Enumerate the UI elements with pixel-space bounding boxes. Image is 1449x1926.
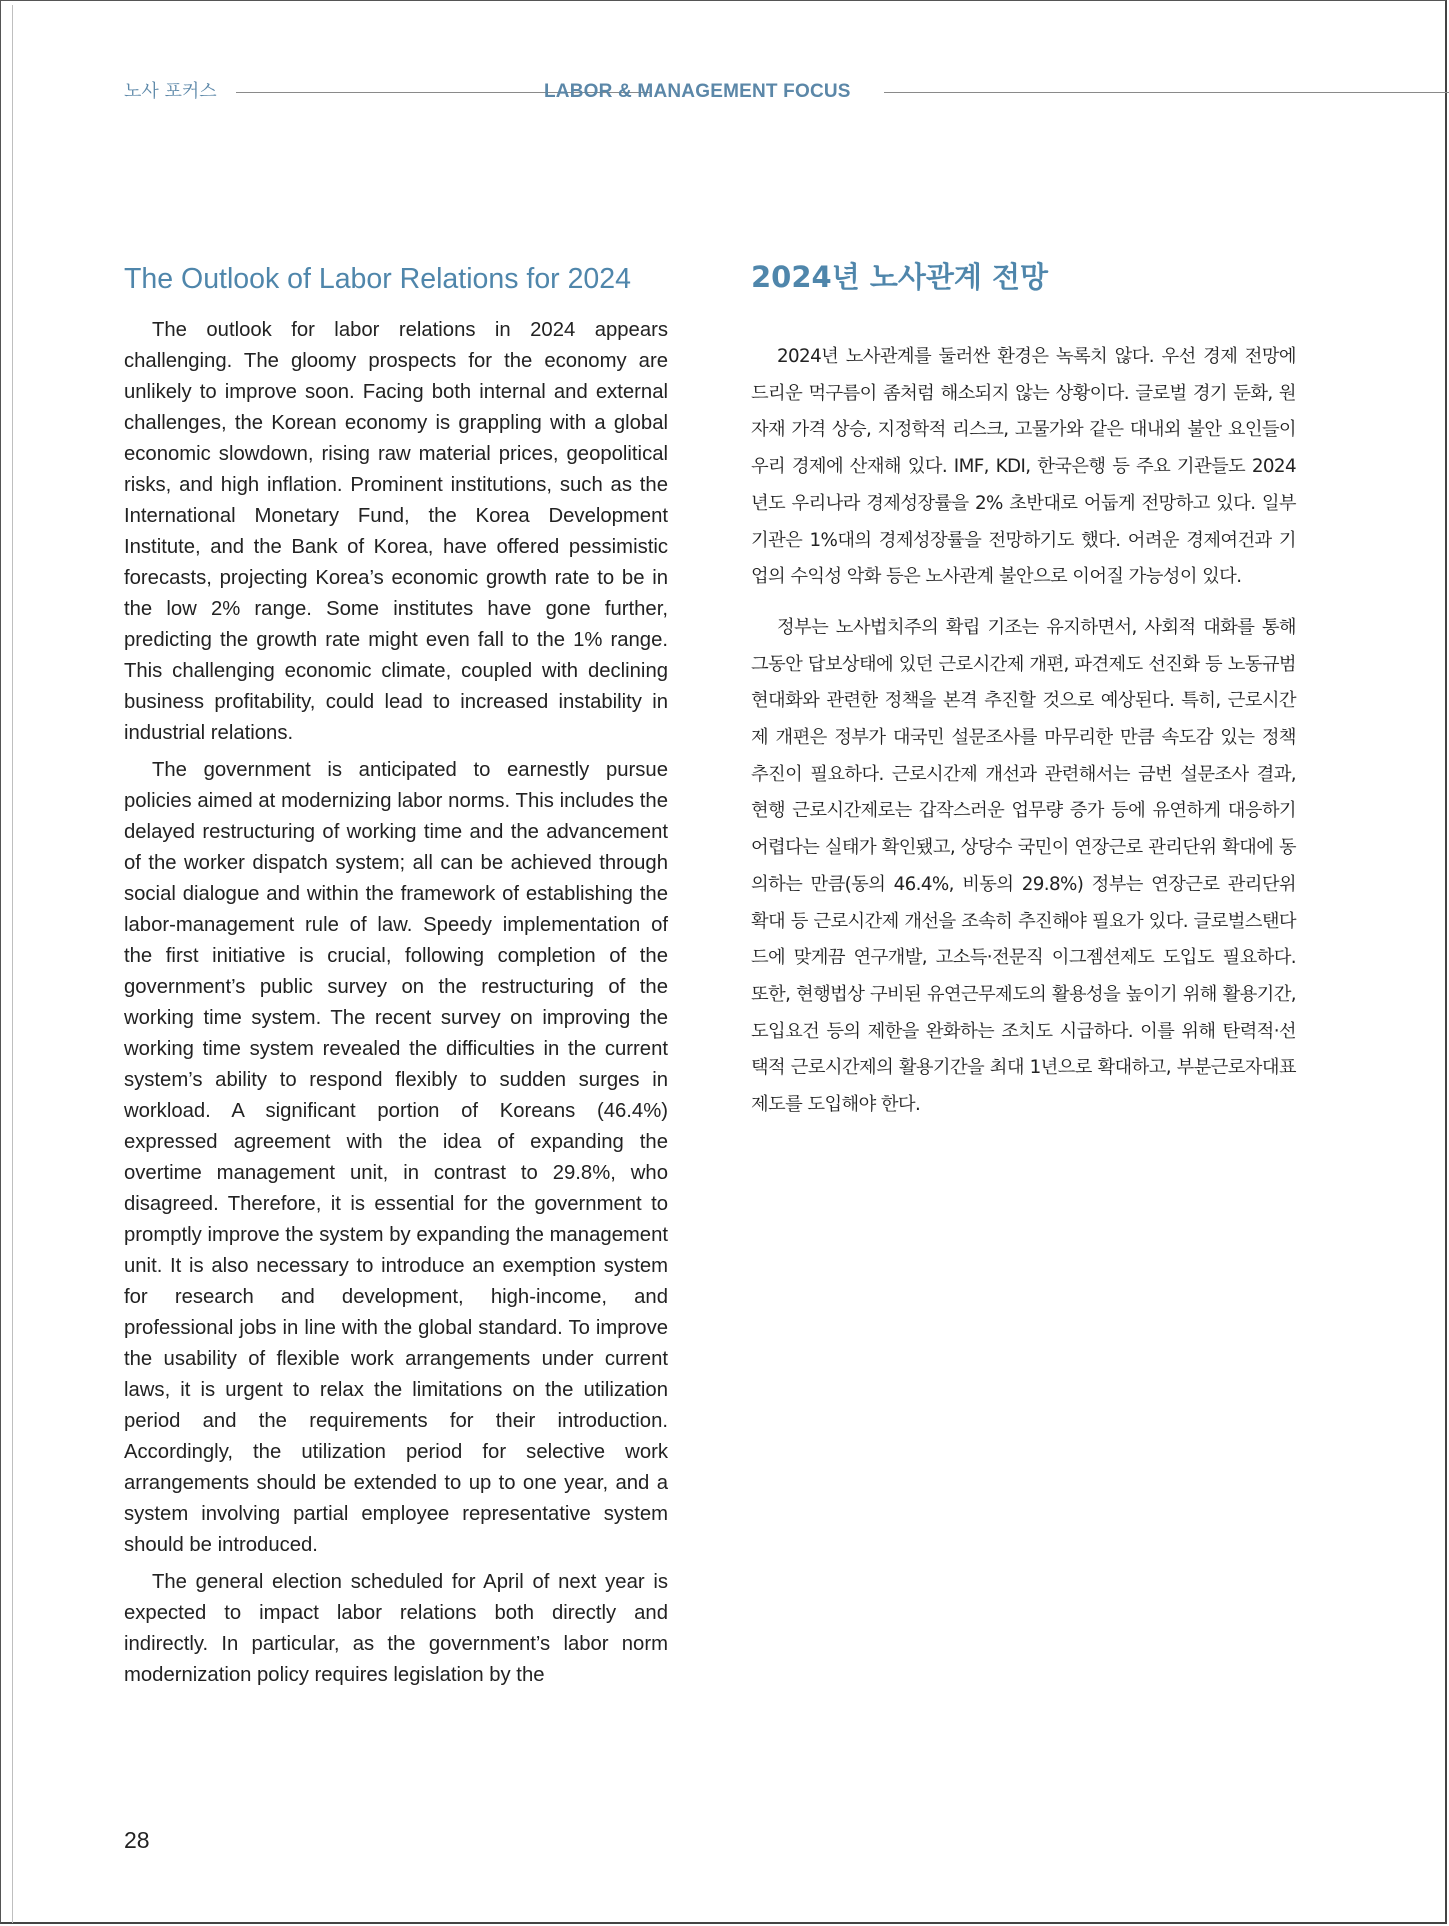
running-header-korean: 노사 포커스 [124, 81, 217, 102]
english-column [124, 259, 668, 1697]
header-rule-right [884, 92, 1449, 93]
running-header [124, 79, 1449, 107]
english-title: The Outlook of Labor Relations for 2024 [124, 263, 631, 295]
english-body [124, 315, 668, 1691]
korean-title: 2024년 노사관계 전망 [751, 260, 1049, 294]
korean-body [751, 339, 1296, 1124]
running-header-english: LABOR & MANAGEMENT FOCUS [544, 81, 851, 102]
english-paragraph-1: The outlook for labor relations in 2024 appears challenging. The gloomy prospects for the economy are unlikely to improve soon. Facing both internal and external challenges, the Korean economy is grappling with a global economic slowdown, rising raw material prices, geopolitical risks, and high inflation. Prominent institutions, such as the International Monetary Fund, the Korea Development Institute, and the Bank of Korea, have offered pessimistic forecasts, projecting Korea’s economic growth rate to be in the low 2% range. Some institutes have gone further, predicting the growth rate might even fall to the 1% range. This challenging economic climate, coupled with declining business profitability, could lead to increased instability in industrial relations. [124, 319, 668, 744]
page-edge-decoration [5, 5, 13, 1923]
english-paragraph-3: The general election scheduled for April of next year is expected to impact labor relations both directly and indirectly. In particular, as the government’s labor norm modernization policy requires legislation by the [124, 1571, 668, 1686]
korean-paragraph-1: 2024년 노사관계를 둘러싼 환경은 녹록치 않다. 우선 경제 전망에 드리운 먹구름이 좀처럼 해소되지 않는 상황이다. 글로벌 경기 둔화, 원자재 가격 상승, 지정학적 리스크, 고물가와 같은 대내외 불안 요인들이 우리 경제에 산재해 있다. IMF, KDI, 한국은행 등 주요 기관들도 2024년도 우리나라 경제성장률을 2% 초반대로 어둡게 전망하고 있다. 일부 기관은 1%대의 경제성장률을 전망하기도 했다. 어려운 경제여건과 기업의 수익성 악화 등은 노사관계 불안으로 이어질 가능성이 있다. [751, 346, 1296, 588]
korean-column [751, 255, 1296, 1138]
korean-paragraph-2: 정부는 노사법치주의 확립 기조는 유지하면서, 사회적 대화를 통해 그동안 답보상태에 있던 근로시간제 개편, 파견제도 선진화 등 노동규범 현대화와 관련한 정책을 본격 추진할 것으로 예상된다. 특히, 근로시간제 개편은 정부가 대국민 설문조사를 마무리한 만큼 속도감 있는 정책 추진이 필요하다. 근로시간제 개선과 관련해서는 금번 설문조사 결과, 현행 근로시간제로는 갑작스러운 업무량 증가 등에 유연하게 대응하기 어렵다는 실태가 확인됐고, 상당수 국민이 연장근로 관리단위 확대에 동의하는 만큼(동의 46.4%, 비동의 29.8%) 정부는 연장근로 관리단위 확대 등 근로시간제 개선을 조속히 추진해야 필요가 있다. 글로벌스탠다드에 맞게끔 연구개발, 고소득·전문직 이그젬션제도 도입도 필요하다. 또한, 현행법상 구비된 유연근무제도의 활용성을 높이기 위해 활용기간, 도입요건 등의 제한을 완화하는 조치도 시급하다. 이를 위해 탄력적·선택적 근로시간제의 활용기간을 최대 1년으로 확대하고, 부분근로자대표제도를 도입해야 한다. [751, 616, 1296, 1116]
english-paragraph-2: The government is anticipated to earnestly pursue policies aimed at modernizing labor norms. This includes the delayed restructuring of working time and the advancement of the worker dispatch system; all can be achieved through social dialogue and within the framework of establishing the labor-management rule of law. Speedy implementation of the first initiative is crucial, following completion of the government’s public survey on the restructuring of the working time system. The recent survey on improving the working time system revealed the difficulties in the current system’s ability to respond flexibly to sudden surges in workload. A significant portion of Koreans (46.4%) expressed agreement with the idea of expanding the overtime management unit, in contrast to 29.8%, who disagreed. Therefore, it is essential for the government to promptly improve the system by expanding the management unit. It is also necessary to introduce an exemption system for research and development, high-income, and professional jobs in line with the global standard. To improve the usability of flexible work arrangements under current laws, it is urgent to relax the limitations on the utilization period and the requirements for their introduction. Accordingly, the utilization period for selective work arrangements should be extended to up to one year, and a system involving partial employee representative system should be introduced. [124, 759, 668, 1556]
page-number: 28 [124, 1827, 150, 1853]
